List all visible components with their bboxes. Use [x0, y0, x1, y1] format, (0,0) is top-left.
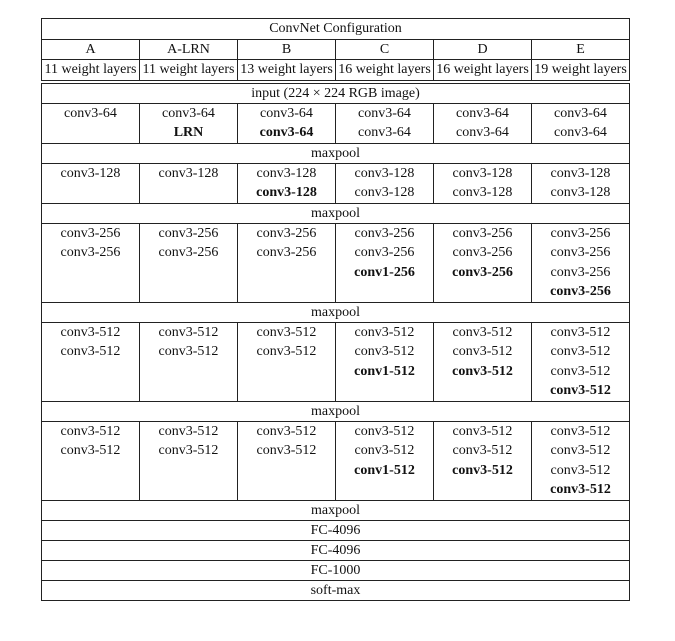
faded-caption-fragment	[110, 628, 580, 638]
layer-label: conv3-512	[452, 324, 513, 340]
maxpool-label-row	[42, 203, 630, 223]
layer-label: conv3-256	[256, 245, 317, 260]
layer-label: conv3-512	[354, 443, 415, 458]
column-depth: 13 weight layers	[238, 60, 336, 81]
column-name-a-lrn: A-LRN	[140, 39, 238, 60]
conv-block-cell	[140, 163, 238, 203]
column-depth: 11 weight layers	[140, 60, 238, 81]
conv-block-row	[42, 322, 630, 401]
column-depth: 16 weight layers	[336, 60, 434, 81]
softmax-label-row	[42, 580, 630, 600]
table-title-row	[42, 19, 630, 40]
layer-label: conv3-512	[158, 324, 219, 340]
maxpool-label: maxpool	[42, 203, 630, 223]
added-layer-label: conv3-256	[550, 284, 611, 299]
layer-label: conv3-128	[550, 185, 611, 200]
added-layer-label: conv3-128	[256, 185, 317, 200]
layer-label: conv3-256	[158, 225, 219, 241]
fc-layer-label-row	[42, 560, 630, 580]
layer-label: conv3-512	[60, 443, 121, 458]
column-name-e: E	[532, 39, 630, 60]
conv-block-cell	[336, 421, 434, 500]
layer-label: conv3-256	[158, 245, 219, 260]
layer-label: conv3-256	[354, 225, 415, 241]
conv-block-cell	[532, 103, 630, 143]
added-layer-label: conv1-512	[354, 363, 415, 379]
layer-label: conv3-512	[60, 344, 121, 359]
column-depth: 19 weight layers	[532, 60, 630, 81]
added-layer-label: conv3-512	[452, 363, 513, 379]
fc-layer-label-row	[42, 520, 630, 540]
column-names-row	[42, 39, 630, 60]
conv-block-cell	[336, 223, 434, 302]
input-label: input (224 × 224 RGB image)	[42, 83, 630, 103]
conv-block-cell	[532, 163, 630, 203]
column-name-a: A	[42, 39, 140, 60]
layer-label: conv3-512	[550, 363, 611, 379]
conv-block-cell	[140, 322, 238, 401]
fc-layer-label-row	[42, 540, 630, 560]
layer-label: conv3-64	[456, 125, 509, 140]
layer-label: conv3-128	[354, 165, 415, 181]
layer-label: conv3-128	[60, 165, 121, 181]
layer-label: conv3-64	[358, 105, 411, 121]
conv-block-cell	[42, 421, 140, 500]
softmax-label: soft-max	[42, 580, 630, 600]
conv-block-cell	[42, 322, 140, 401]
layer-label: conv3-512	[550, 324, 611, 340]
conv-block-cell	[434, 103, 532, 143]
layer-label: conv3-512	[60, 423, 121, 439]
added-layer-label: conv3-256	[452, 264, 513, 280]
added-layer-label: conv3-512	[550, 482, 611, 497]
layer-label: conv3-512	[60, 324, 121, 340]
conv-block-cell	[434, 223, 532, 302]
layer-label: conv3-128	[452, 185, 513, 200]
fc-layer-label: FC-1000	[42, 560, 630, 580]
added-layer-label: LRN	[173, 125, 204, 140]
layer-label: conv3-512	[550, 344, 611, 359]
layer-label: conv3-256	[550, 225, 611, 241]
layer-label: conv3-256	[60, 245, 121, 260]
maxpool-label-row	[42, 302, 630, 322]
conv-block-row	[42, 163, 630, 203]
conv-block-cell	[238, 103, 336, 143]
layer-label: conv3-128	[158, 165, 219, 181]
layer-label: conv3-512	[158, 443, 219, 458]
conv-block-cell	[532, 421, 630, 500]
convnet-configuration-table-wrapper	[41, 18, 630, 601]
conv-block-cell	[434, 421, 532, 500]
column-depth: 11 weight layers	[42, 60, 140, 81]
maxpool-label: maxpool	[42, 143, 630, 163]
layer-label: conv3-512	[354, 344, 415, 359]
conv-block-cell	[336, 163, 434, 203]
layer-label: conv3-256	[550, 245, 611, 260]
layer-label: conv3-512	[256, 324, 317, 340]
layer-label: conv3-256	[452, 245, 513, 260]
layer-label: conv3-512	[452, 423, 513, 439]
layer-label: conv3-64	[64, 105, 117, 121]
layer-label: conv3-512	[354, 423, 415, 439]
layer-label: conv3-128	[452, 165, 513, 181]
layer-label: conv3-256	[354, 245, 415, 260]
conv-block-cell	[238, 223, 336, 302]
fc-layer-label: FC-4096	[42, 520, 630, 540]
conv-block-cell	[532, 223, 630, 302]
column-name-d: D	[434, 39, 532, 60]
layer-label: conv3-64	[554, 125, 607, 140]
layer-label: conv3-512	[256, 443, 317, 458]
layer-label: conv3-512	[354, 324, 415, 340]
conv-block-cell	[140, 103, 238, 143]
conv-block-cell	[42, 223, 140, 302]
layer-label: conv3-512	[452, 344, 513, 359]
conv-block-cell	[140, 223, 238, 302]
conv-block-cell	[532, 322, 630, 401]
maxpool-label-row	[42, 500, 630, 520]
fc-layer-label: FC-4096	[42, 540, 630, 560]
conv-block-cell	[238, 163, 336, 203]
input-label-row	[42, 83, 630, 103]
layer-label: conv3-512	[158, 423, 219, 439]
layer-label: conv3-512	[452, 443, 513, 458]
layer-label: conv3-256	[550, 264, 611, 280]
conv-block-row	[42, 223, 630, 302]
conv-block-cell	[434, 322, 532, 401]
conv-block-cell	[42, 163, 140, 203]
layer-label: conv3-64	[456, 105, 509, 121]
layer-label: conv3-128	[354, 185, 415, 200]
layer-label: conv3-256	[60, 225, 121, 241]
layer-label: conv3-128	[550, 165, 611, 181]
added-layer-label: conv1-256	[354, 264, 415, 280]
conv-block-cell	[140, 421, 238, 500]
layer-label: conv3-64	[162, 105, 215, 121]
column-depth: 16 weight layers	[434, 60, 532, 81]
layer-label: conv3-256	[452, 225, 513, 241]
conv-block-row	[42, 421, 630, 500]
column-name-b: B	[238, 39, 336, 60]
conv-block-cell	[434, 163, 532, 203]
table-title: ConvNet Configuration	[42, 19, 630, 40]
column-name-c: C	[336, 39, 434, 60]
added-layer-label: conv3-512	[550, 383, 611, 398]
column-depth-row	[42, 60, 630, 81]
added-layer-label: conv3-512	[452, 462, 513, 478]
layer-label: conv3-512	[550, 443, 611, 458]
layer-label: conv3-64	[554, 105, 607, 121]
maxpool-label: maxpool	[42, 401, 630, 421]
layer-label: conv3-128	[256, 165, 317, 181]
layer-label: conv3-64	[260, 105, 313, 121]
maxpool-label-row	[42, 143, 630, 163]
maxpool-label-row	[42, 401, 630, 421]
layer-label: conv3-256	[256, 225, 317, 241]
added-layer-label: conv1-512	[354, 462, 415, 478]
layer-label: conv3-512	[256, 344, 317, 359]
layer-label: conv3-512	[256, 423, 317, 439]
layer-label: conv3-512	[550, 423, 611, 439]
convnet-configuration-table	[41, 18, 630, 601]
conv-block-cell	[238, 421, 336, 500]
added-layer-label: conv3-64	[259, 125, 314, 140]
conv-block-cell	[42, 103, 140, 143]
conv-block-row	[42, 103, 630, 143]
conv-block-cell	[238, 322, 336, 401]
layer-label: conv3-64	[358, 125, 411, 140]
maxpool-label: maxpool	[42, 302, 630, 322]
conv-block-cell	[336, 103, 434, 143]
maxpool-label: maxpool	[42, 500, 630, 520]
layer-label: conv3-512	[158, 344, 219, 359]
conv-block-cell	[336, 322, 434, 401]
layer-label: conv3-512	[550, 462, 611, 478]
